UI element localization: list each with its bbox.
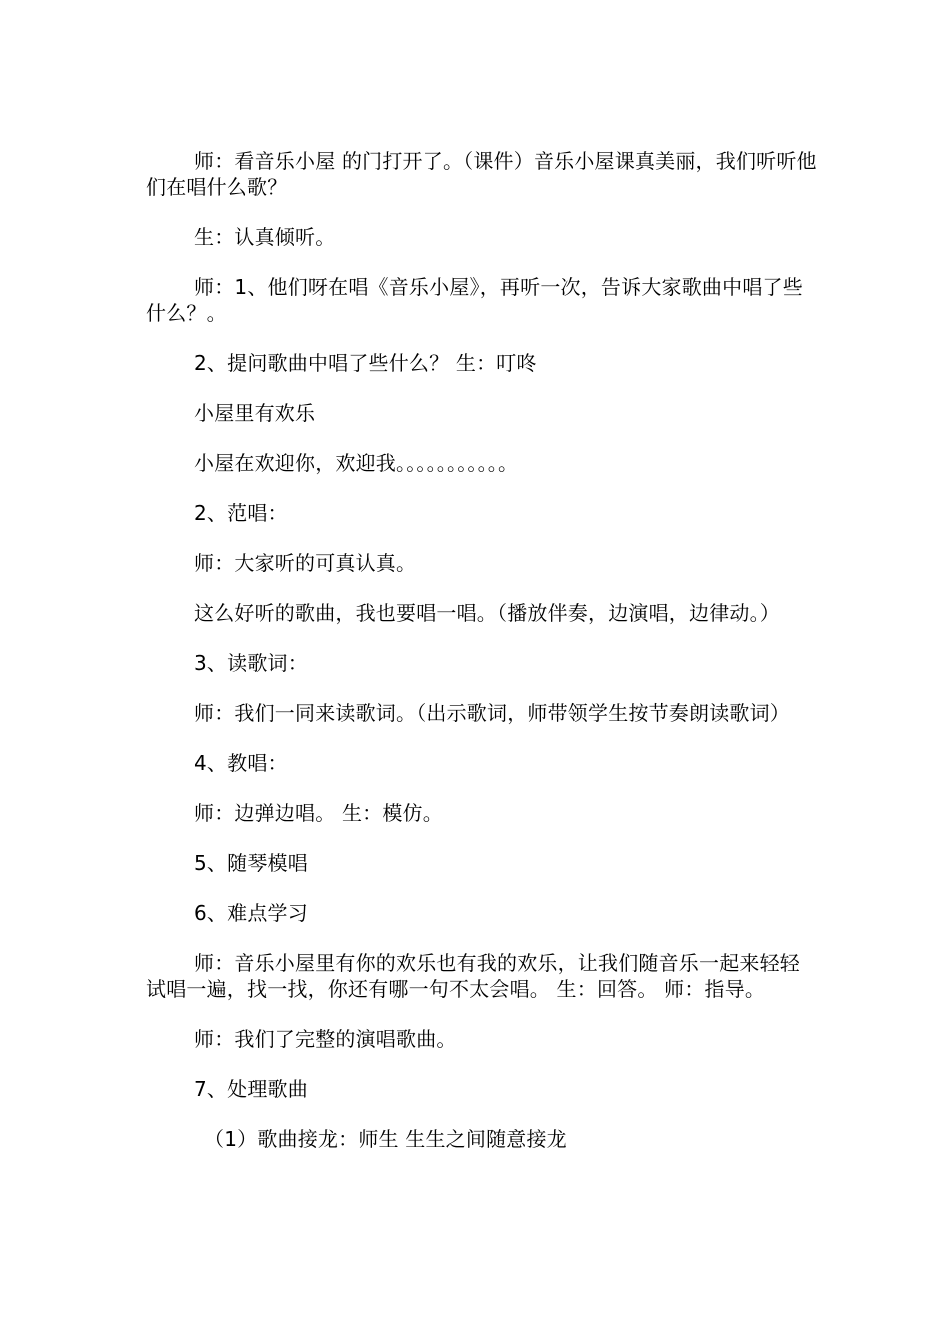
paragraph-process-song: 7、处理歌曲 — [194, 1077, 308, 1101]
paragraph-read-lyrics: 3、读歌词： — [194, 651, 308, 675]
paragraph-lyric-line-2: 小屋在欢迎你，欢迎我。。。。。。。。。。。 — [194, 451, 519, 475]
paragraph-teacher-question: 师：1、他们呀在唱《音乐小屋》，再听一次，告诉大家歌曲中唱了些什么？。 — [146, 275, 803, 325]
paragraph-sing-with-piano: 5、随琴模唱 — [194, 851, 308, 875]
paragraph-lyric-line-1: 小屋里有欢乐 — [194, 401, 316, 425]
paragraph-teacher-practice: 师：音乐小屋里有你的欢乐也有我的欢乐，让我们随音乐一起来轻轻试唱一遍，找一找，你还有哪一句不太会唱。 生：回答。 师：指导。 — [146, 951, 800, 1001]
paragraph-full-performance: 师：我们了完整的演唱歌曲。 — [194, 1027, 457, 1051]
paragraph-student-listen: 生：认真倾听。 — [194, 225, 336, 249]
paragraph-teacher-praise: 师：大家听的可真认真。 — [194, 551, 417, 575]
paragraph-read-together: 师：我们一同来读歌词。（出示歌词，师带领学生按节奏朗读歌词） — [194, 701, 790, 725]
paragraph-demo-singing: 2、范唱： — [194, 501, 288, 525]
paragraph-teacher-intro: 师：看音乐小屋 的门打开了。（课件）音乐小屋课真美丽，我们听听他们在唱什么歌？ — [146, 149, 817, 199]
paragraph-song-relay: （1）歌曲接龙：师生 生生之间随意接龙 — [204, 1127, 567, 1151]
paragraph-difficult-points: 6、难点学习 — [194, 901, 308, 925]
paragraph-play-and-sing: 师：边弹边唱。 生：模仿。 — [194, 801, 443, 825]
paragraph-teach-singing: 4、教唱： — [194, 751, 288, 775]
document-body — [146, 148, 818, 1176]
paragraph-ask-lyrics: 2、提问歌曲中唱了些什么？ 生：叮咚 — [194, 351, 537, 375]
paragraph-teacher-sing: 这么好听的歌曲，我也要唱一唱。（播放伴奏，边演唱，边律动。） — [194, 601, 780, 625]
